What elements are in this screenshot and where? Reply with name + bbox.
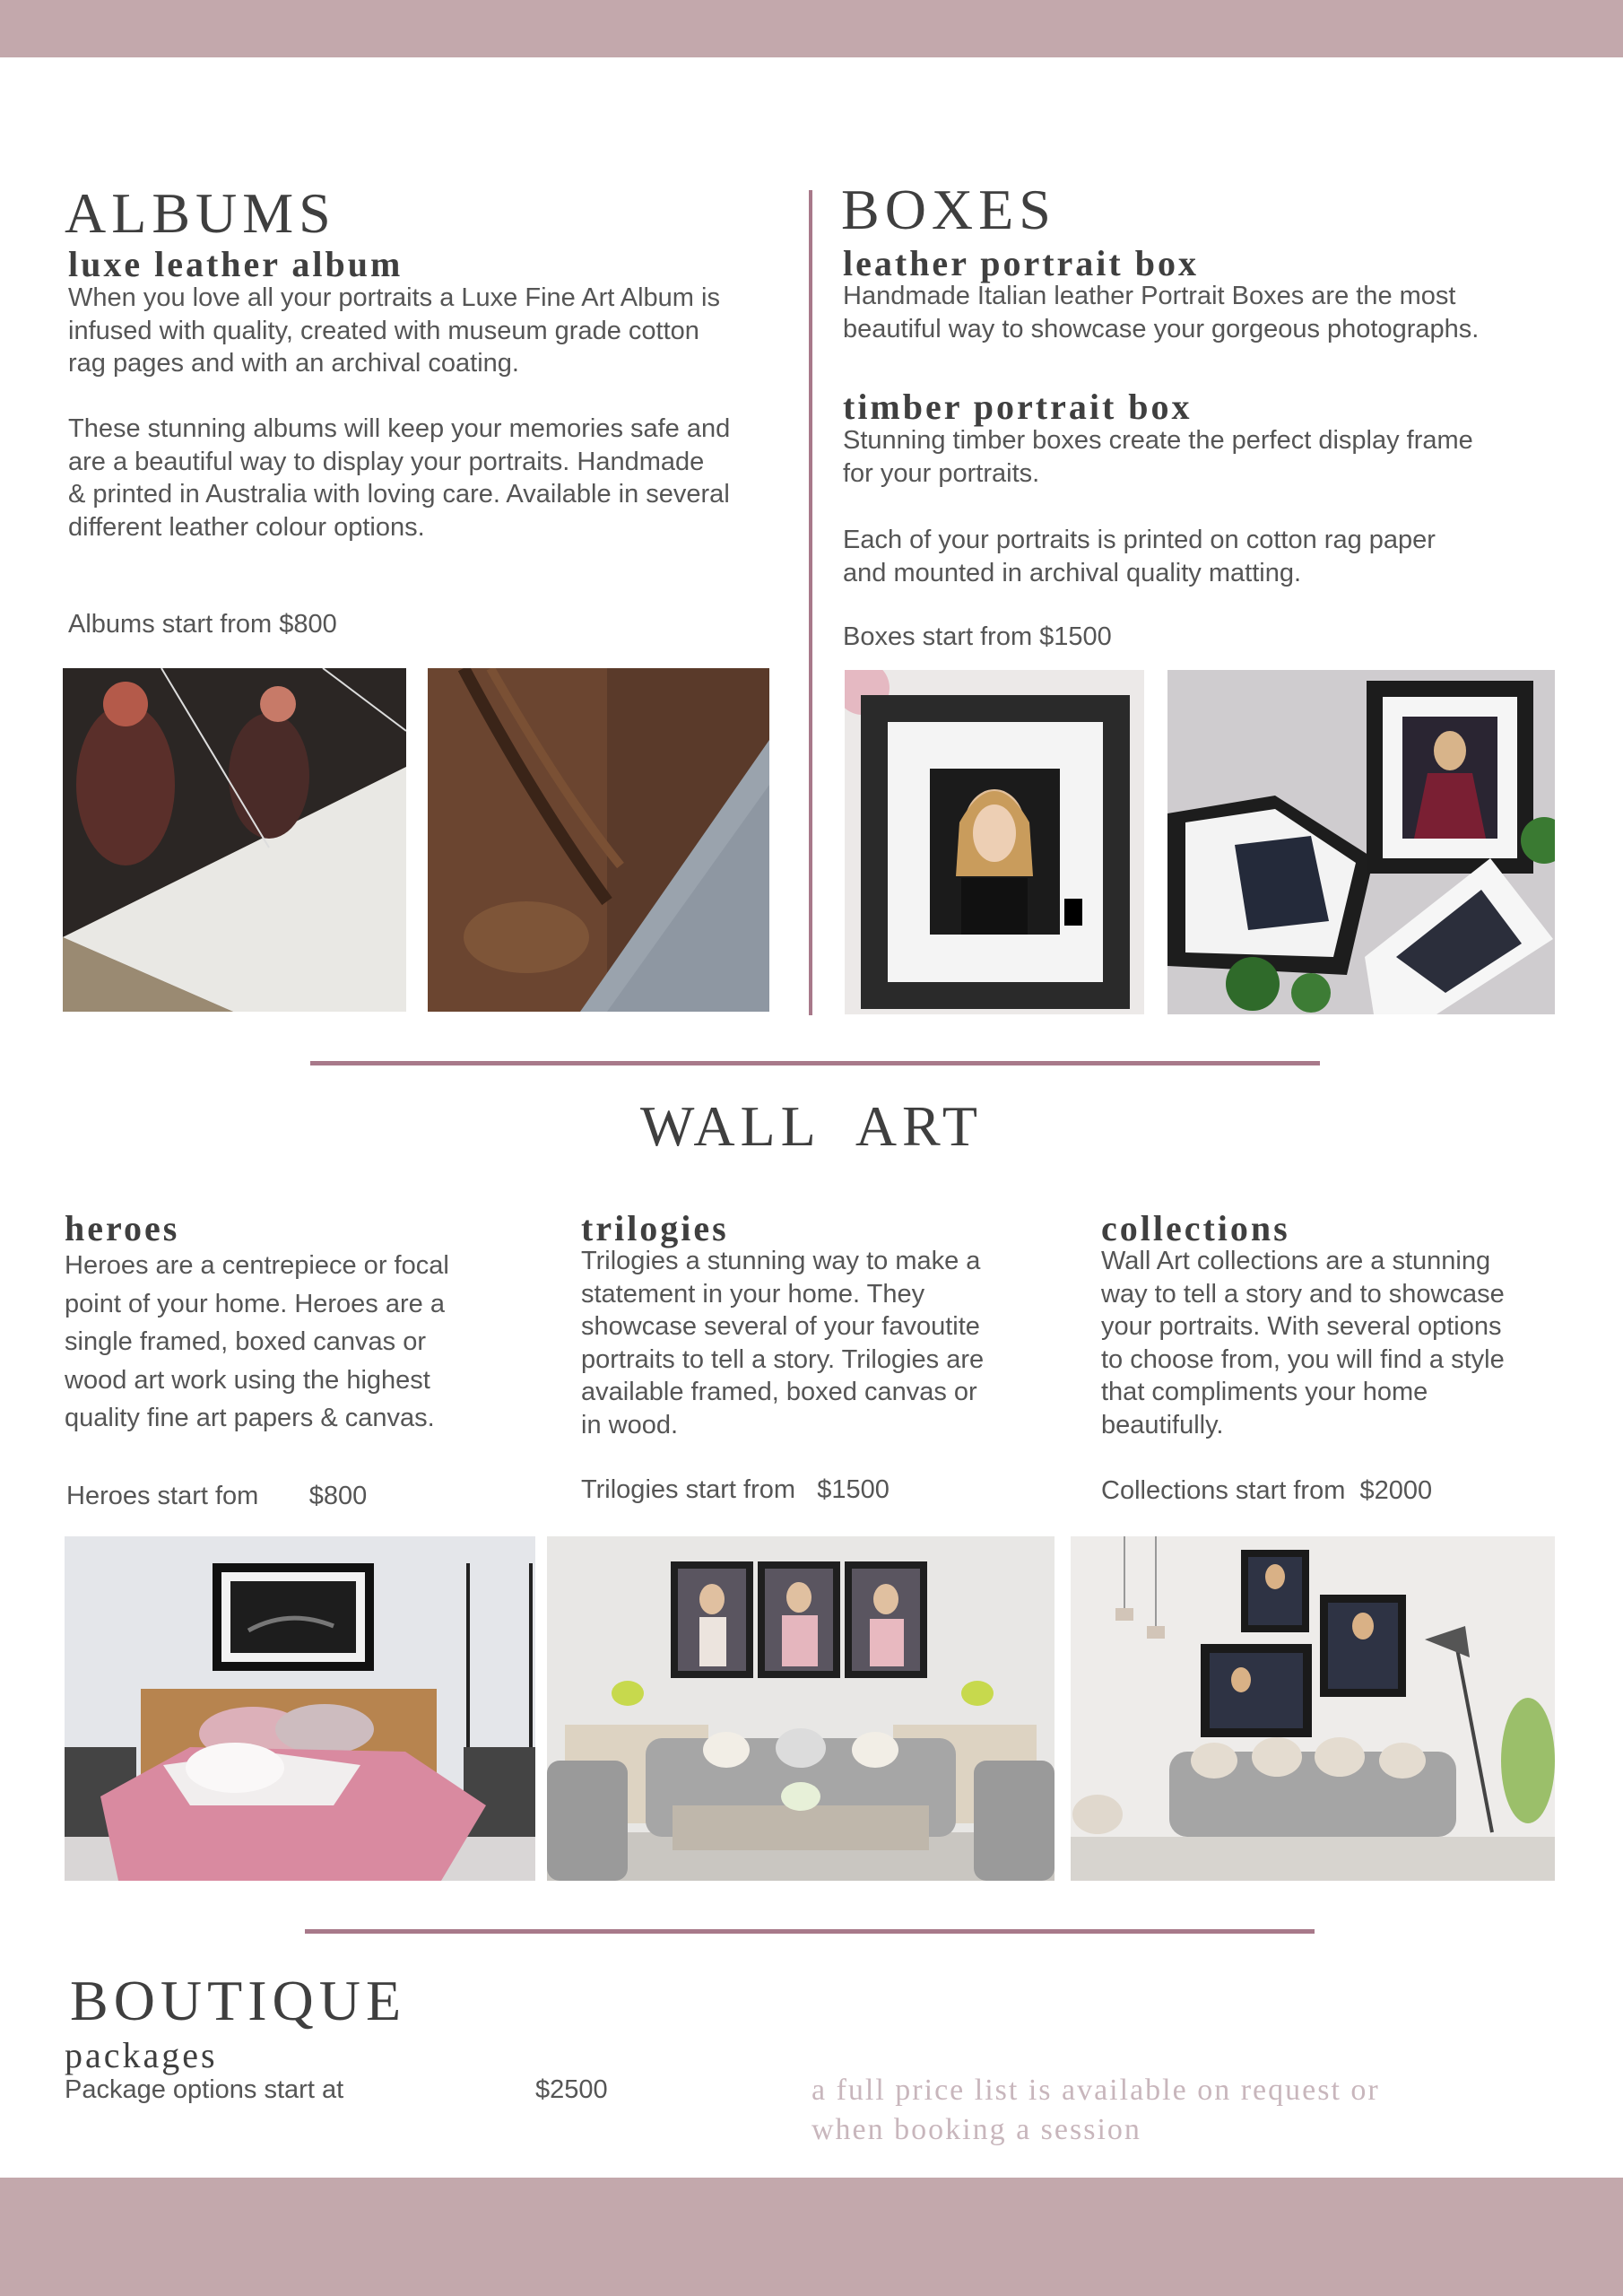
trilogies-living-room-photo	[547, 1536, 1055, 1881]
timber-box-description: Stunning timber boxes create the perfect display frame for your portraits.	[843, 426, 1473, 488]
heroes-bedroom-photo	[65, 1536, 535, 1881]
packages-subheading: packages	[65, 2035, 218, 2075]
album-pages-photo	[63, 668, 406, 1012]
framed-portrait-photo	[845, 670, 1144, 1014]
albums-subheading: luxe leather album	[68, 244, 404, 284]
matting-description: Each of your portraits is printed on cotton rag paper and mounted in archival quality matting.	[843, 526, 1436, 587]
collections-heading: collections	[1101, 1208, 1290, 1248]
albums-price: Albums start from $800	[68, 610, 337, 639]
trilogies-heading: trilogies	[581, 1208, 729, 1248]
collections-description: Wall Art collections are a stunning way to tell a story and to showcase your portraits. With several options to choose from, you will find a style that compliments your home beautifully.	[1101, 1247, 1505, 1439]
trilogies-price: Trilogies start from $1500	[581, 1475, 890, 1504]
wall-art-heading: WALL ART	[640, 1094, 983, 1158]
column-divider	[809, 190, 812, 1015]
heroes-price: Heroes start fom $800	[66, 1482, 368, 1510]
albums-heading: ALBUMS	[65, 181, 336, 245]
albums-description-1: When you love all your portraits a Luxe Fine Art Album is infused with quality, created with museum grade cotton rag pages and with an archival coating.	[68, 283, 720, 378]
leather-album-photo	[428, 668, 769, 1012]
timber-box-subheading: timber portrait box	[843, 387, 1193, 427]
packages-label: Package options start at	[65, 2075, 344, 2104]
leather-box-subheading: leather portrait box	[843, 243, 1199, 283]
top-band	[0, 0, 1623, 57]
boutique-divider	[305, 1929, 1315, 1934]
heroes-heading: heroes	[65, 1208, 180, 1248]
packages-price: $2500	[535, 2075, 608, 2104]
collections-living-room-photo	[1071, 1536, 1555, 1881]
heroes-description: Heroes are a centrepiece or focal point of your home. Heroes are a single framed, boxed canvas or wood art work using the highest quality fine art papers & canvas.	[65, 1251, 449, 1432]
trilogies-description: Trilogies a stunning way to make a statement in your home. They showcase several of your favoutite portraits to tell a story. Trilogies are available framed, boxed canvas or in wood.	[581, 1247, 985, 1439]
wall-art-divider	[310, 1061, 1320, 1065]
boxes-price: Boxes start from $1500	[843, 622, 1112, 651]
collections-price: Collections start from $2000	[1101, 1476, 1433, 1505]
boutique-heading: BOUTIQUE	[70, 1969, 407, 2032]
albums-description-2: These stunning albums will keep your memories safe and are a beautiful way to display your portraits. Handmade & printed in Australia with loving care. Available in several different leather colour options.	[68, 414, 731, 542]
portrait-box-set-photo	[1167, 670, 1555, 1014]
boxes-heading: BOXES	[841, 178, 1056, 241]
price-list-note: a full price list is available on request or when booking a session	[812, 2074, 1380, 2146]
leather-box-description: Handmade Italian leather Portrait Boxes are the most beautiful way to showcase your gorgeous photographs.	[843, 282, 1480, 344]
bottom-band	[0, 2178, 1623, 2296]
